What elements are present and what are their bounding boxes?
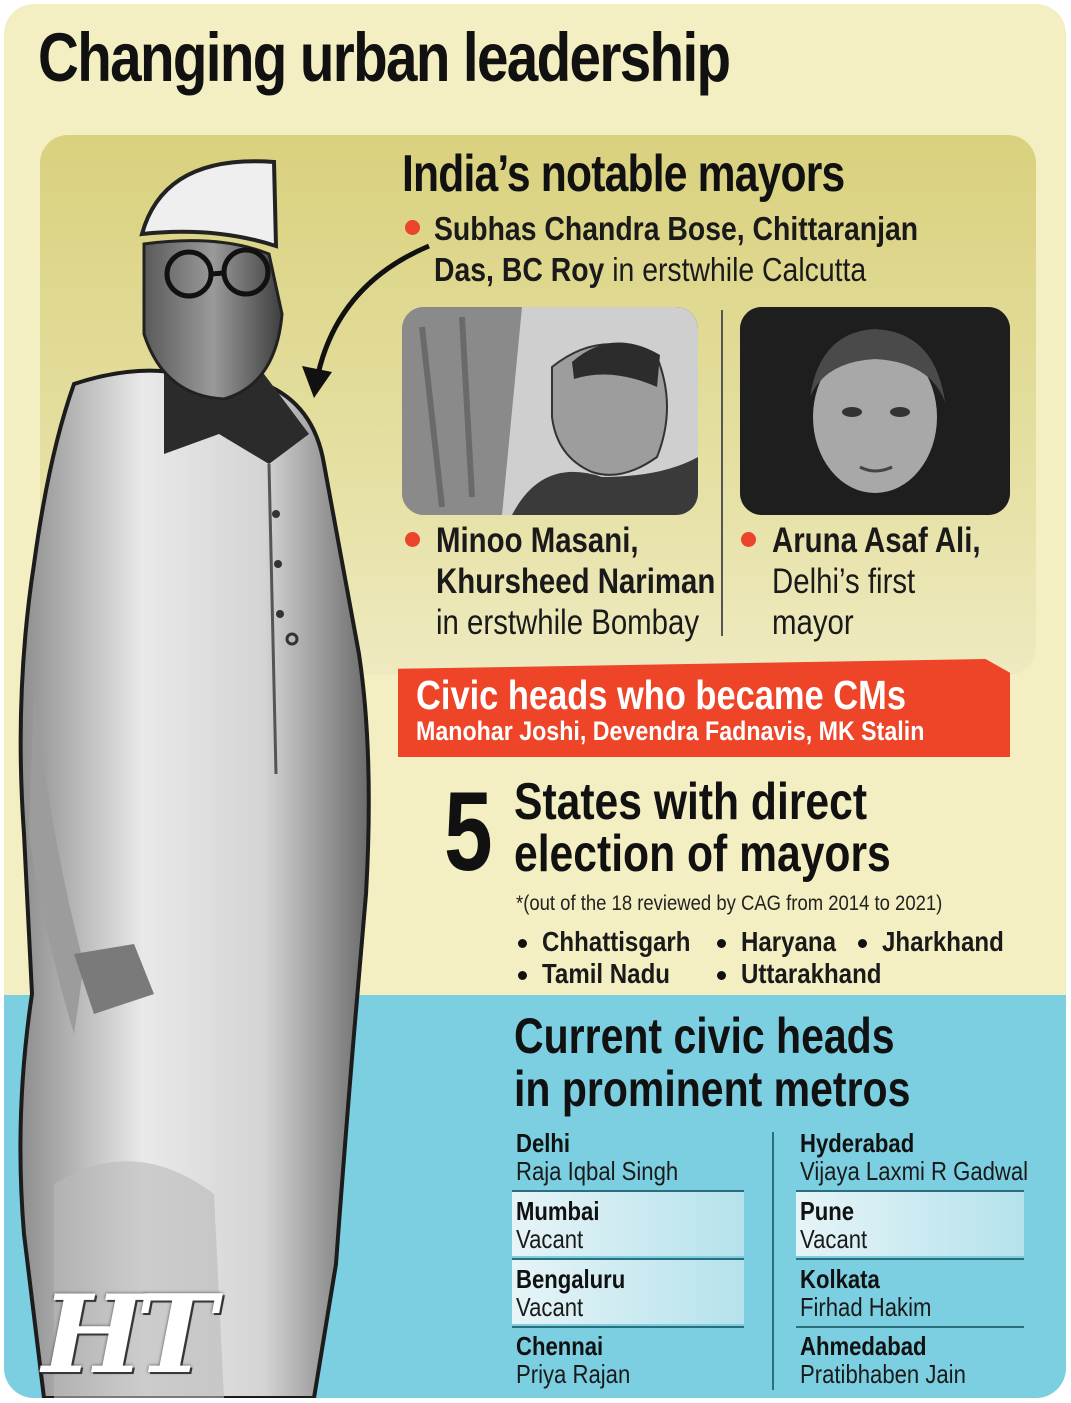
bullet-dot (405, 220, 420, 235)
metro-city-delhi: Delhi (516, 1128, 571, 1158)
nariman-name: Khursheed Nariman (436, 562, 716, 601)
bombay-location: in erstwhile Bombay (436, 603, 700, 642)
cag-note: *(out of the 18 reviewed by CAG from 2014 to 2021) (516, 892, 943, 915)
row-divider (796, 1190, 1024, 1192)
metro-head-chennai: Priya Rajan (516, 1359, 631, 1389)
row-divider (512, 1326, 744, 1328)
state-jharkhand: Jharkhand (882, 926, 1004, 957)
current-heads-heading (514, 1010, 910, 1116)
direct-election-count: 5 (444, 769, 493, 894)
direct-election-line-1: States with direct (514, 773, 868, 831)
aruna-asaf-ali-photo (740, 307, 1010, 515)
bullet-dot (518, 939, 527, 948)
state-tamil-nadu: Tamil Nadu (542, 958, 671, 989)
metro-city-hyderabad: Hyderabad (800, 1128, 915, 1158)
bullet-dot (858, 939, 867, 948)
calcutta-names-rest-1: , Chittaranjan (736, 210, 919, 247)
notable-mayors-heading: India’s notable mayors (402, 145, 845, 203)
current-heads-line-2: in prominent metros (514, 1061, 911, 1117)
state-chhattisgarh: Chhattisgarh (542, 926, 691, 957)
bullet-dot (518, 971, 527, 980)
photo-divider (721, 310, 723, 636)
bullet-dot (717, 971, 726, 980)
row-divider (512, 1190, 744, 1192)
state-uttarakhand: Uttarakhand (741, 958, 882, 989)
metro-city-bengaluru: Bengaluru (516, 1264, 626, 1294)
delhi-first-label: Delhi’s first (772, 562, 916, 601)
metro-city-mumbai: Mumbai (516, 1196, 600, 1226)
bullet-dot (405, 532, 420, 547)
page-title: Changing urban leadership (38, 19, 730, 96)
metro-head-bengaluru: Vacant (516, 1292, 584, 1322)
masani-name: Minoo Masani, (436, 521, 639, 560)
state-haryana: Haryana (741, 926, 837, 957)
metro-head-delhi: Raja Iqbal Singh (516, 1156, 679, 1186)
cms-names: Manohar Joshi, Devendra Fadnavis, MK Stalin (416, 716, 925, 746)
bullet-dot (717, 939, 726, 948)
bombay-mayors (436, 520, 715, 643)
calcutta-names-bold-1: Subhas Chandra Bose (434, 210, 737, 247)
metro-city-ahmedabad: Ahmedabad (800, 1331, 927, 1361)
metro-head-kolkata: Firhad Hakim (800, 1292, 932, 1322)
calcutta-location: in erstwhile Calcutta (604, 251, 867, 288)
mayor-label: mayor (772, 603, 854, 642)
bullet-dot (741, 532, 756, 547)
direct-election-heading (514, 773, 891, 883)
current-heads-line-1: Current civic heads (514, 1008, 895, 1064)
cms-heading: Civic heads who became CMs (416, 672, 906, 718)
row-divider (796, 1326, 1024, 1328)
infographic-card (4, 4, 1066, 1398)
direct-election-line-2: election of mayors (514, 825, 891, 883)
metro-head-ahmedabad: Pratibhaben Jain (800, 1359, 966, 1389)
metro-city-chennai: Chennai (516, 1331, 604, 1361)
aruna-asaf-ali-name: Aruna Asaf Ali, (772, 521, 981, 560)
ht-logo: HT (42, 1272, 209, 1398)
metro-city-kolkata: Kolkata (800, 1264, 880, 1294)
metro-head-hyderabad: Vijaya Laxmi R Gadwal (800, 1156, 1029, 1186)
metro-head-pune: Vacant (800, 1224, 868, 1254)
delhi-mayor (772, 520, 981, 643)
masani-photo (402, 307, 698, 515)
calcutta-names-bold-2: Das, BC Roy (434, 251, 605, 288)
row-divider (512, 1258, 744, 1260)
row-divider (796, 1258, 1024, 1260)
metro-head-mumbai: Vacant (516, 1224, 584, 1254)
metro-city-pune: Pune (800, 1196, 855, 1226)
calcutta-mayors (434, 208, 918, 290)
metros-column-divider (772, 1132, 774, 1390)
